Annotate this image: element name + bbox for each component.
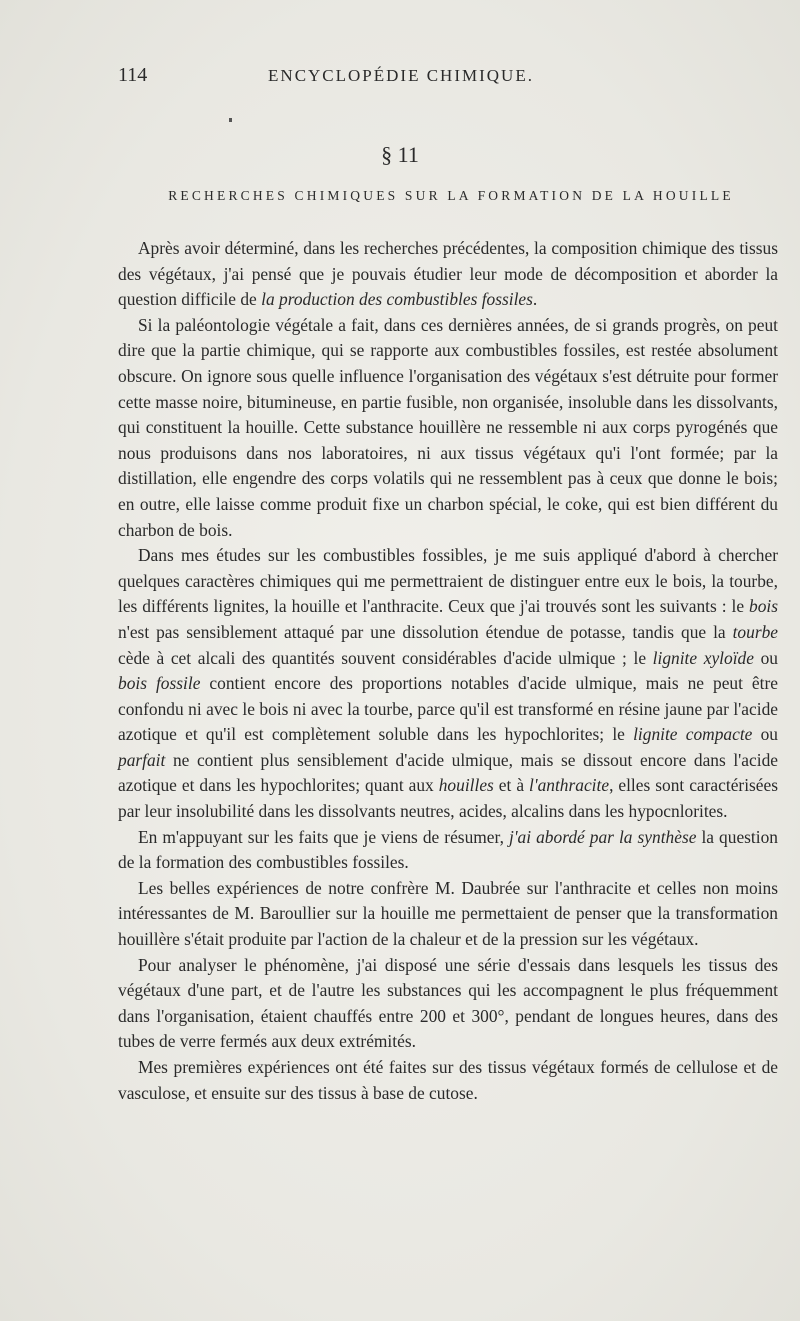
text-run: . bbox=[532, 289, 538, 310]
italic-text: la production des combustibles fossiles bbox=[261, 289, 533, 310]
paragraph bbox=[118, 953, 778, 1055]
section-title: RECHERCHES CHIMIQUES SUR LA FORMATION DE LA HOUILLE bbox=[168, 188, 734, 203]
text-run: cède à cet alcali des quantités souvent considérables d'acide ulmique ; le bbox=[118, 647, 653, 668]
text-run: Mes premières expériences ont été faites sur des tissus végétaux formés de cellulose et de vasculose, et ensuite sur des tissus à base de cutose. bbox=[118, 1057, 778, 1103]
stray-mark bbox=[229, 118, 232, 122]
paragraph bbox=[118, 236, 778, 313]
text-run: et à bbox=[493, 775, 530, 796]
text-run: En m'appuyant sur les faits que je viens de résumer, bbox=[138, 826, 509, 847]
italic-text: l'anthracite bbox=[529, 775, 610, 796]
text-run: ou bbox=[753, 647, 778, 668]
text-run: n'est pas sensiblement attaqué par une dissolution étendue de potasse, tandis que la bbox=[118, 621, 733, 642]
italic-text: lignite xyloïde bbox=[652, 647, 754, 668]
text-run: Les belles expériences de notre confrère M. Daubrée sur l'anthracite et celles non moins intéressantes de M. Baroullier sur la houille me permettaient de penser que la transformation houillère s'était produite par l'action de la chaleur et de la pression sur les végétaux. bbox=[118, 877, 778, 950]
paragraph bbox=[118, 876, 778, 953]
body-text bbox=[118, 236, 778, 1106]
italic-text: houilles bbox=[438, 775, 494, 796]
paragraph bbox=[118, 313, 778, 543]
text-run: Si la paléontologie végétale a fait, dans ces dernières années, de si grands progrès, on peut dire que la partie chimique, qui se rapporte aux combustibles fossiles, est restée absolument obscure. On ignore sous quelle influence l'organisation des végétaux s'est détruite pour former cette masse noire, bitumineuse, en partie fusible, non organisée, insoluble dans les dissolvants, qui constituent la houille. Cette substance houillère ne ressemble ni aux corps pyrogénés que nous produisons dans nos laboratoires, ni aux tissus végétaux qu'i l'ont formée; par la distillation, elle engendre des corps volatils qui ne ressemblent pas à ceux que donne le bois; en outre, elle laisse comme produit fixe un charbon spécial, le coke, qui est bien différent du charbon de bois. bbox=[118, 314, 778, 540]
page-number: 114 bbox=[118, 64, 148, 86]
section-number: § 11 bbox=[381, 142, 419, 167]
text-run: Après avoir déterminé, dans les recherches précédentes, la composition chimique des tissus des végétaux, j'ai pensé que je pouvais étudier leur mode de décomposition et aborder la question difficile de bbox=[118, 238, 778, 310]
italic-text: lignite compacte bbox=[633, 724, 753, 745]
paragraph bbox=[118, 825, 778, 876]
italic-text: j'ai abordé par la synthèse bbox=[509, 826, 697, 847]
italic-text: tourbe bbox=[732, 621, 778, 642]
running-title: ENCYCLOPÉDIE CHIMIQUE. bbox=[268, 66, 534, 85]
text-run: ou bbox=[752, 724, 778, 745]
paragraph bbox=[118, 543, 778, 825]
text-run: contient encore des proportions notables d'acide ulmique, mais ne peut être confondu ni avec le bois ni avec la tourbe, parce qu'il est transformé en résine jaune par l'acide azotique et qu'il est complètement soluble dans les hypochlorites; le bbox=[118, 673, 778, 745]
paragraph bbox=[118, 1055, 778, 1106]
text-run: la question de la formation des combustibles fossiles. bbox=[118, 826, 778, 873]
italic-text: bois fossile bbox=[118, 673, 201, 694]
italic-text: bois bbox=[749, 596, 778, 617]
text-run: Dans mes études sur les combustibles fossibles, je me suis appliqué d'abord à chercher quelques caractères chimiques qui me permettraient de distinguer entre eux le bois, la tourbe, les différents lignites, la houille et l'anthracite. Ceux que j'ai trouvés sont les suivants : le bbox=[118, 545, 778, 617]
italic-text: parfait bbox=[118, 749, 166, 770]
text-run: , elles sont caractérisées par leur insolubilité dans les dissolvants neutres, acides, alcalins dans les hypocnlorites. bbox=[118, 775, 779, 822]
text-run: ne contient plus sensiblement d'acide ulmique, mais se dissout encore dans l'acide azotique et dans les hypochlorites; quant aux bbox=[118, 749, 778, 796]
running-header bbox=[118, 64, 764, 88]
text-run: Pour analyser le phénomène, j'ai disposé une série d'essais dans lesquels les tissus des végétaux d'une part, et de l'autre les substances qui les accompagnent le plus fréquemment dans l'organisation, étaient chauffés entre 200 et 300°, pendant de longues heures, dans des tubes de verre fermés aux deux extrémités. bbox=[118, 954, 778, 1052]
